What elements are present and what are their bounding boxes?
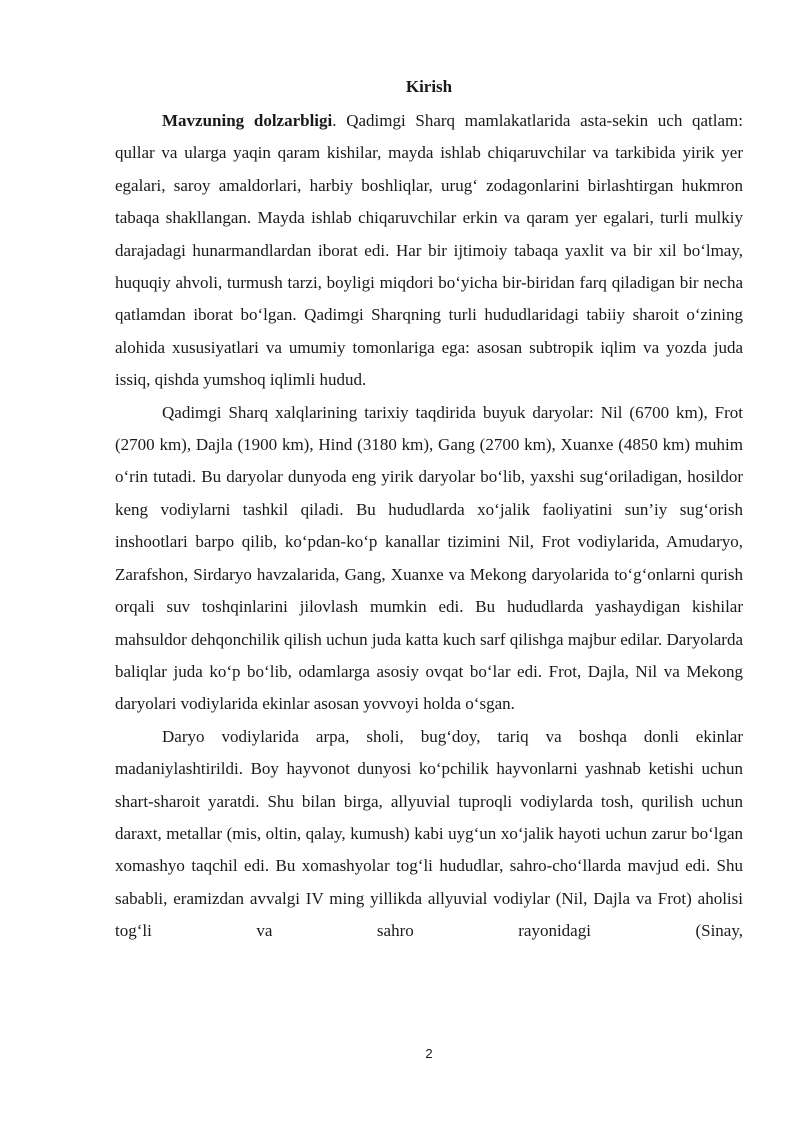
page-number: 2 (425, 1046, 433, 1061)
paragraph-text: . Qadimgi Sharq mamlakatlarida asta-sekin uch qatlam: qullar va ularga yaqin qaram kishilar, mayda ishlab chiqaruvchilar va tarkibida yirik yer egalari, saroy amaldorlari, harbiy boshliqlar, urug‘ zodagonlarini birlashtirgan hukmron tabaqa shakllangan. Mayda ishlab chiqaruvchilar erkin va qaram yer egalari, turli mulkiy darajadagi hunarmandlardan iborat edi. Har bir ijtimoiy tabaqa yaxlit va bir xil bo‘lmay, huquqiy ahvoli, turmush tarzi, boyligi miqdori bo‘yicha bir-biridan farq qiladigan bir necha qatlamdan iborat bo‘lgan. Qadimgi Sharqning turli hududlaridagi tabiiy sharoit o‘zining alohida xususiyatlari va umumiy tomonlariga ega: asosan subtropik iqlim va yozda juda issiq, qishda yumshoq iqlimli hudud. (115, 111, 743, 390)
paragraph-rivers (115, 397, 743, 721)
document-page (115, 0, 743, 1131)
body-text (115, 105, 743, 948)
paragraph-lead: Mavzuning dolzarbligi (162, 111, 333, 130)
paragraph-text: Qadimgi Sharq xalqlarining tarixiy taqdirida buyuk daryolar: Nil (6700 km), Frot (2700 km), Dajla (1900 km), Hind (3180 km), Gang (2700 km), Xuanxe (4850 km) muhim o‘rin tutadi. Bu daryolar dunyoda eng yirik daryolar bo‘lib, yaxshi sug‘oriladigan, hosildor keng vodiylarni tashkil qiladi. Bu hududlarda xo‘jalik faoliyatini sun’iy sug‘orish inshootlari barpo qilib, ko‘pdan-ko‘p kanallar tizimini Nil, Frot vodiylarida, Amudaryo, Zarafshon, Sirdaryo havzalarida, Gang, Xuanxe va Mekong daryolarida to‘g‘onlarni qurish orqali suv toshqinlarini jilovlash mumkin edi. Bu hududlarda yashaydigan kishilar mahsuldor dehqonchilik qilish uchun juda katta kuch sarf qilishga majbur edilar. Daryolarda baliqlar juda ko‘p bo‘lib, odamlarga asosiy ovqat bo‘lar edi. Frot, Dajla, Nil va Mekong daryolari vodiylarida ekinlar asosan yovvoyi holda o‘sgan. (115, 402, 743, 714)
section-title: Kirish (405, 77, 453, 96)
paragraph-text: Daryo vodiylarida arpa, sholi, bug‘doy, tariq va boshqa donli ekinlar madaniylashtirildi. Boy hayvonot dunyosi ko‘pchilik hayvonlarni yashnab ketishi uchun shart-sharoit yaratdi. Shu bilan birga, allyuvial tuproqli vodiylarda tosh, qurilish uchun daraxt, metallar (mis, oltin, qalay, kumush) kabi uyg‘un xo‘jalik hayoti uchun zarur bo‘lgan xomashyo taqchil edi. Bu xomashyolar tog‘li hududlar, sahro-cho‘llarda mavjud edi. Shu sababli, eramizdan avvalgi IV ming yillikda allyuvial vodiylar (Nil, Dajla va Frot) aholisi tog‘li va sahro rayonidagi (Sinay, (115, 726, 743, 941)
paragraph-agriculture (115, 721, 743, 948)
paragraph-relevance (115, 105, 743, 397)
